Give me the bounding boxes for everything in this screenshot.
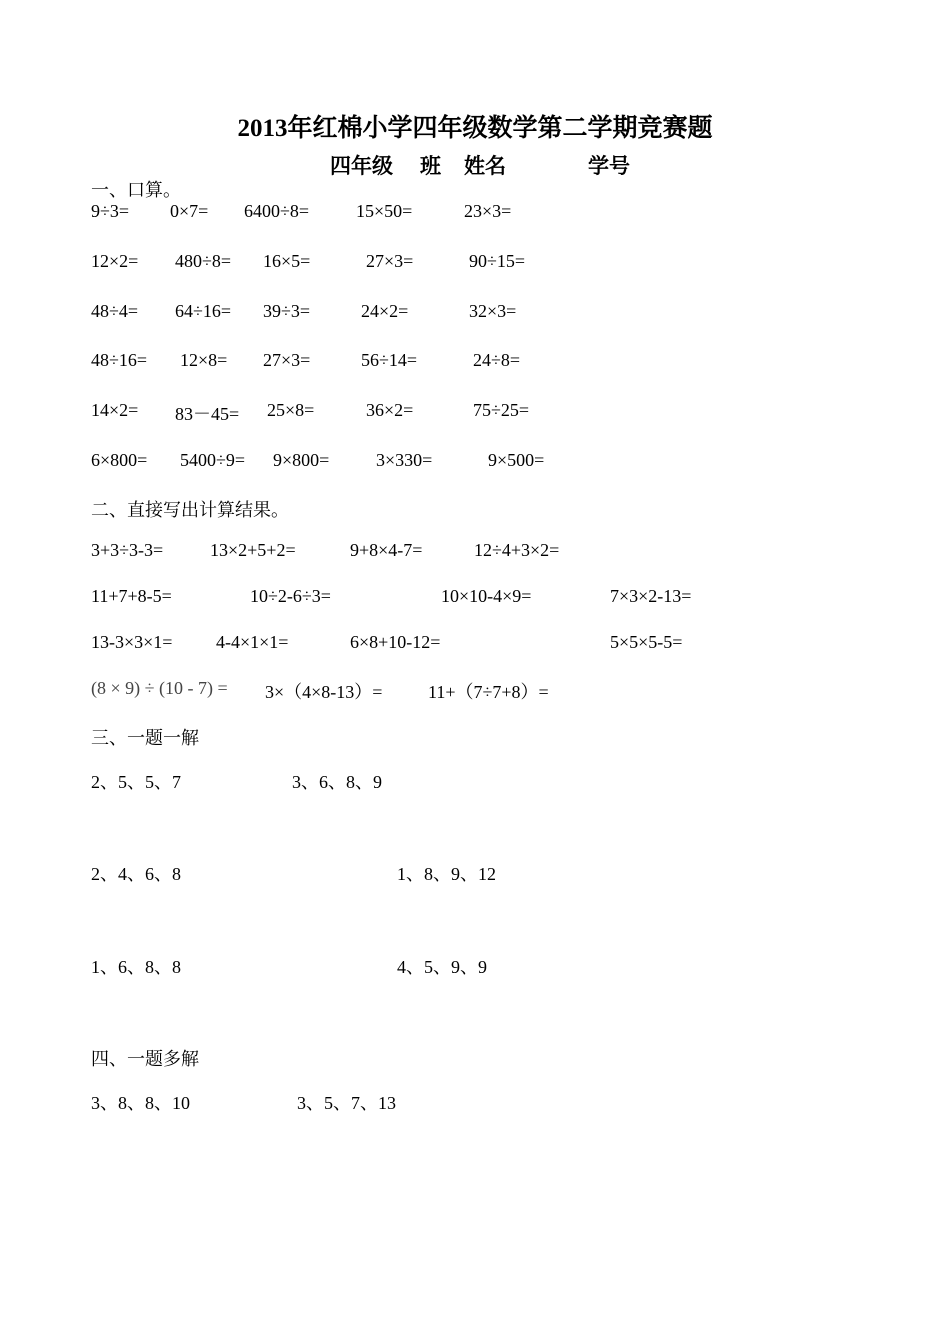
problem: 27×3= (366, 251, 414, 271)
problem: 90÷15= (469, 251, 526, 271)
problem: 15×50= (356, 201, 413, 221)
page-title: 2013年红棉小学四年级数学第二学期竞赛题 (237, 115, 713, 142)
problem: 0×7= (170, 201, 209, 221)
problem: 48÷16= (91, 350, 148, 370)
problem: 9+8×4-7= (350, 540, 423, 560)
problem: (8 × 9) ÷ (10 - 7) = (91, 678, 228, 698)
problem: 11+7+8-5= (91, 586, 172, 606)
problem: 13×2+5+2= (210, 540, 296, 560)
problem: 3×330= (376, 450, 433, 470)
problem: 6400÷8= (244, 201, 310, 221)
section1-heading: 一、口算。 (91, 180, 181, 200)
problem: 27×3= (263, 350, 311, 370)
problem: 13-3×3×1= (91, 632, 173, 652)
section2-heading: 二、直接写出计算结果。 (91, 500, 289, 520)
problem: 6×800= (91, 450, 148, 470)
problem: 4-4×1×1= (216, 632, 289, 652)
problem: 12×8= (180, 350, 228, 370)
problem: 9×500= (488, 450, 545, 470)
problem: 24÷8= (473, 350, 521, 370)
problem: 11+（7÷7+8）= (428, 682, 549, 702)
problem-set: 3、6、8、9 (292, 772, 382, 792)
problem: 25×8= (267, 400, 315, 420)
problem: 39÷3= (263, 301, 311, 321)
problem: 36×2= (366, 400, 414, 420)
section3-heading: 三、一题一解 (91, 728, 199, 748)
problem: 16×5= (263, 251, 311, 271)
problem: 6×8+10-12= (350, 632, 441, 652)
problem: 83－45= (175, 404, 240, 424)
problem: 480÷8= (175, 251, 232, 271)
problem: 23×3= (464, 201, 512, 221)
problem: 7×3×2-13= (610, 586, 692, 606)
problem-set: 2、5、5、7 (91, 772, 181, 792)
problem-set: 1、6、8、8 (91, 957, 181, 977)
problem: 9×800= (273, 450, 330, 470)
subtitle-class: 班 (420, 154, 441, 178)
subtitle-student-id: 学号 (588, 154, 630, 178)
problem: 32×3= (469, 301, 517, 321)
problem: 3×（4×8-13）= (265, 682, 383, 702)
problem-set: 3、5、7、13 (297, 1093, 396, 1113)
problem: 10×10-4×9= (441, 586, 532, 606)
problem-set: 3、8、8、10 (91, 1093, 190, 1113)
problem: 12×2= (91, 251, 139, 271)
subtitle-name: 姓名 (464, 154, 506, 178)
problem: 9÷3= (91, 201, 130, 221)
problem: 3+3÷3-3= (91, 540, 164, 560)
problem: 48÷4= (91, 301, 139, 321)
problem: 5400÷9= (180, 450, 246, 470)
problem: 64÷16= (175, 301, 232, 321)
problem: 10÷2-6÷3= (250, 586, 331, 606)
problem: 5×5×5-5= (610, 632, 683, 652)
problem: 24×2= (361, 301, 409, 321)
problem: 75÷25= (473, 400, 530, 420)
problem: 56÷14= (361, 350, 418, 370)
problem-set: 2、4、6、8 (91, 864, 181, 884)
problem-set: 1、8、9、12 (397, 864, 496, 884)
problem: 14×2= (91, 400, 139, 420)
section4-heading: 四、一题多解 (91, 1049, 199, 1069)
subtitle-grade: 四年级 (330, 154, 393, 178)
problem: 12÷4+3×2= (474, 540, 560, 560)
problem-set: 4、5、9、9 (397, 957, 487, 977)
